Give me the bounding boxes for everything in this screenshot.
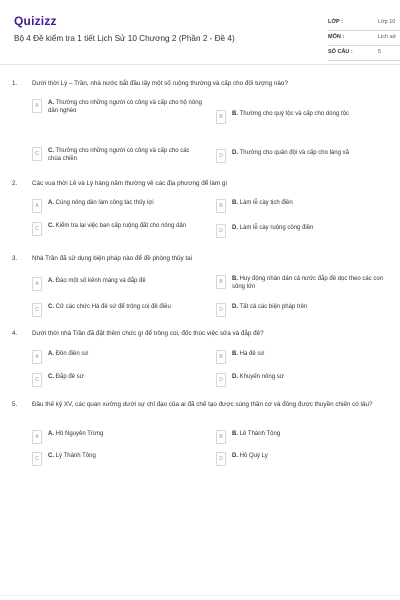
option-letter-box: C [32, 222, 42, 236]
quizizz-logo: Quizizz [14, 14, 57, 28]
question-text: Dưới thời nhà Trần đã đặt thêm chức gì để trông coi, đốc thúc việc sửa và đắp đê? [32, 330, 264, 337]
option-c[interactable] [32, 147, 202, 167]
option-letter-box: A [32, 430, 42, 444]
meta-label: MÔN : [328, 34, 345, 40]
option-letter-box: B [216, 350, 226, 364]
meta-row-count [328, 46, 400, 61]
option-d[interactable] [216, 149, 386, 169]
meta-label: LỚP : [328, 19, 343, 25]
option-letter-box: C [32, 373, 42, 387]
meta-label: SỐ CÂU : [328, 49, 353, 55]
page-bottom-divider [0, 595, 400, 596]
question-text: Nhà Trần đã sử dụng biện pháp nào để đề phòng thủy tai [32, 255, 193, 262]
option-text: A. Đào một số kênh máng và đắp đê [48, 278, 146, 284]
option-letter-box: D [216, 303, 226, 317]
option-letter-box: C [32, 303, 42, 317]
option-letter-box: A [32, 350, 42, 364]
option-d[interactable] [216, 303, 386, 323]
question-number: 1. [12, 80, 18, 87]
option-letter-box: A [32, 277, 42, 291]
option-letter-box: B [216, 430, 226, 444]
question-number: 5. [12, 401, 18, 408]
meta-row-subject [328, 31, 400, 46]
option-text: C. Kiểm tra lại việc ban cấp ruộng đất cho nông dân [48, 223, 187, 229]
option-a[interactable] [32, 350, 202, 370]
option-text: B. Hà đê sứ [232, 351, 265, 357]
option-d[interactable] [216, 452, 386, 472]
option-letter-box: B [216, 110, 226, 124]
option-a[interactable] [32, 277, 202, 297]
question-number: 3. [12, 255, 18, 262]
option-text: B. Lê Thánh Tông [232, 431, 281, 437]
option-c[interactable] [32, 303, 202, 323]
option-letter-box: B [216, 199, 226, 213]
question-text: Dưới thời Lý – Trần, nhà nước bắt đầu lấy một số ruộng thường và cấp cho đối tượng nào? [32, 80, 288, 87]
option-text: D. Làm lễ cày ruộng công điền [232, 225, 314, 231]
option-letter-box: B [216, 275, 226, 289]
option-letter-box: A [32, 99, 42, 113]
option-text: D. Tất cả các biện pháp trên [232, 304, 308, 310]
option-b[interactable] [216, 430, 386, 450]
question-number: 4. [12, 330, 18, 337]
worksheet-meta [328, 16, 400, 61]
question-text: Đầu thế kỷ XV, các quan xưởng dưới sự chỉ đạo của ai đã chế tạo được súng thần cơ và đóng được thuyền chiến có lâu? [32, 401, 373, 408]
option-c[interactable] [32, 452, 202, 472]
option-text: C. Thưởng cho những người có công và cấp cho các chùa chiền [48, 148, 190, 162]
question-text: Các vua thời Lê và Lý hàng năm thường về các địa phương để làm gì [32, 180, 228, 187]
question-number: 2. [12, 180, 18, 187]
option-text: D. Khuyến nông sứ [232, 374, 284, 380]
option-b[interactable] [216, 110, 386, 130]
option-a[interactable] [32, 99, 202, 119]
option-text: C. Cử các chức Hà đê sứ để trông coi đê điều [48, 304, 171, 310]
option-d[interactable] [216, 373, 386, 393]
option-text: B. Thường cho quý tộc và cấp cho dòng tộc [232, 111, 349, 117]
option-text: C. Đắp đê sứ [48, 374, 84, 380]
option-c[interactable] [32, 222, 202, 242]
option-text: D. Hồ Quý Ly [232, 453, 268, 459]
option-a[interactable] [32, 199, 202, 219]
option-text: A. Hồ Nguyên Trừng [48, 431, 104, 437]
option-letter-box: D [216, 452, 226, 466]
option-letter-box: A [32, 199, 42, 213]
option-letter-box: C [32, 452, 42, 466]
option-c[interactable] [32, 373, 202, 393]
option-b[interactable] [216, 199, 386, 219]
option-b[interactable] [216, 275, 386, 295]
option-letter-box: C [32, 147, 42, 161]
option-letter-box: D [216, 373, 226, 387]
option-text: A. Đồn điền sứ [48, 351, 89, 357]
meta-row-class [328, 16, 400, 31]
option-a[interactable] [32, 430, 202, 450]
meta-value: 5 [378, 49, 382, 55]
option-d[interactable] [216, 224, 386, 244]
option-text: B. Huy động nhân dân cả nước đắp đê dọc theo các con sông lớn [232, 276, 384, 290]
option-b[interactable] [216, 350, 386, 370]
meta-value: Lịch sử [378, 34, 397, 40]
meta-value: Lớp 10 [378, 19, 396, 25]
option-text: A. Thường cho những người có công và cấp cho hộ nông dân nghèo [48, 100, 202, 114]
option-letter-box: D [216, 149, 226, 163]
option-letter-box: D [216, 224, 226, 238]
option-text: B. Làm lễ cày tịch điền [232, 200, 293, 206]
option-text: A. Cùng nông dân làm công tác thủy lợi [48, 200, 154, 206]
worksheet-header [14, 12, 397, 56]
worksheet-title: Bộ 4 Đề kiểm tra 1 tiết Lịch Sử 10 Chương 2 (Phần 2 - Đề 4) [14, 34, 235, 43]
header-divider [0, 64, 400, 65]
option-text: C. Lý Thánh Tông [48, 453, 96, 459]
option-text: D. Thưởng cho quân đội và cấp cho làng xã [232, 150, 349, 156]
